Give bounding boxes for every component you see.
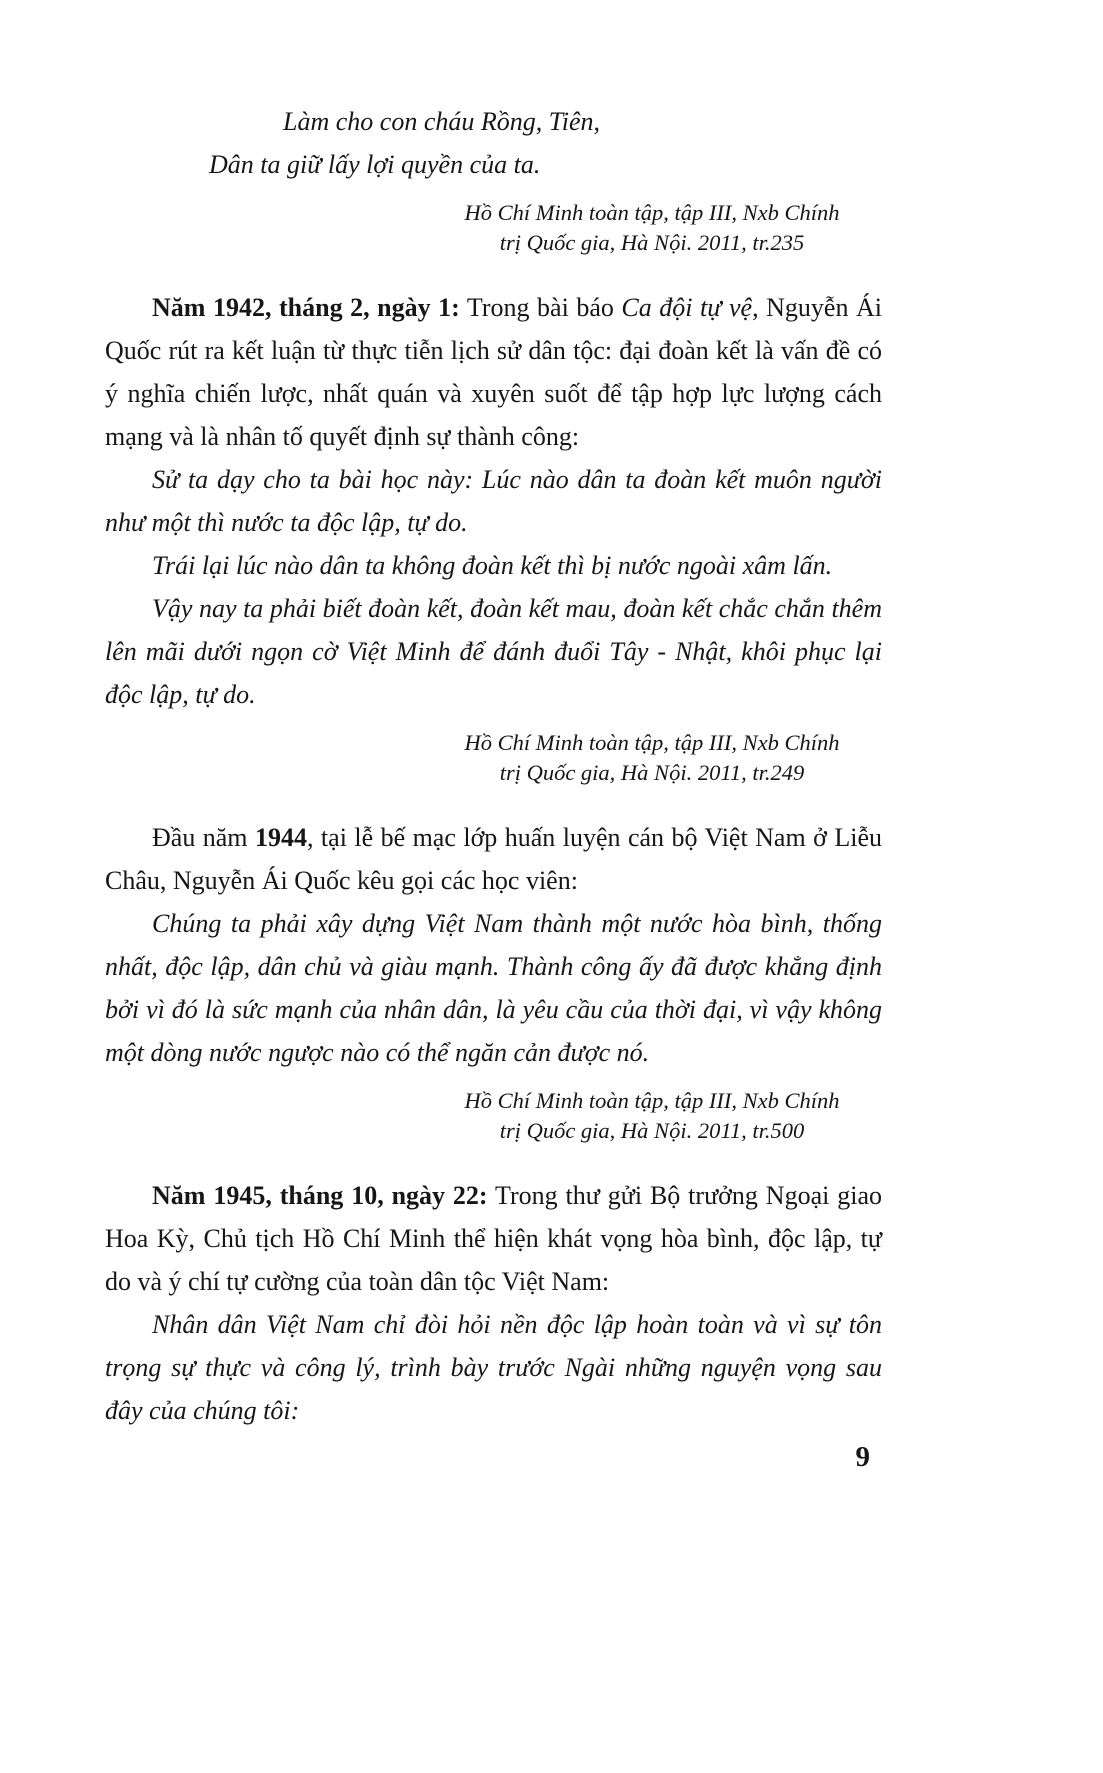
page-number: 9	[855, 1441, 870, 1473]
citation-line-2: trị Quốc gia, Hà Nội. 2011, tr.235	[499, 230, 805, 255]
entry-1945-date-lead: Năm 1945, tháng 10, ngày 22:	[152, 1181, 488, 1210]
poem-line-2: Dân ta giữ lấy lợi quyền của ta.	[209, 150, 541, 179]
entry-1944-quote-1: Chúng ta phải xây dựng Việt Nam thành một nước hòa bình, thống nhất, độc lập, dân chủ và giàu mạnh. Thành công ấy đã được khẳng định bởi vì đó là sức mạnh của nhân dân, là yêu cầu của thời đại, vì vậy không một dòng nước ngược nào có thể ngăn cản được nó.	[105, 909, 882, 1067]
entry-1942-quote-1: Sử ta dạy cho ta bài học này: Lúc nào dân ta đoàn kết muôn người như một thì nước ta độc lập, tự do.	[105, 465, 882, 537]
entry-1942-quote-2: Trái lại lúc nào dân ta không đoàn kết thì bị nước ngoài xâm lấn.	[152, 551, 833, 580]
citation-line-1: Hồ Chí Minh toàn tập, tập III, Nxb Chính	[464, 200, 840, 225]
entry-1944-year: 1944	[254, 823, 307, 852]
entry-1945-text-after: Trong thư gửi Bộ trưởng Ngoại giao Hoa Kỳ, Chủ tịch Hồ Chí Minh thể hiện khát vọng hòa bình, độc lập, tự do và ý chí tự cường của toàn dân tộc Việt Nam:	[105, 1181, 882, 1296]
source-citation-2	[432, 728, 872, 788]
citation-line-1: Hồ Chí Minh toàn tập, tập III, Nxb Chính	[464, 730, 840, 755]
citation-line-2: trị Quốc gia, Hà Nội. 2011, tr.249	[499, 760, 805, 785]
entry-1945-quote-1: Nhân dân Việt Nam chỉ đòi hỏi nền độc lập hoàn toàn và vì sự tôn trọng sự thực và công lý, trình bày trước Ngài những nguyện vọng sau đây của chúng tôi:	[105, 1310, 882, 1425]
poem-quote	[105, 100, 882, 186]
source-citation-3	[432, 1086, 872, 1146]
entry-1942-text-before-title: Trong bài báo	[459, 293, 622, 322]
source-citation-1	[432, 198, 872, 258]
entry-1942-paragraph	[105, 286, 882, 458]
citation-line-2: trị Quốc gia, Hà Nội. 2011, tr.500	[499, 1118, 805, 1143]
entry-1942-date-lead: Năm 1942, tháng 2, ngày 1:	[152, 293, 460, 322]
entry-1942-quote-3: Vậy nay ta phải biết đoàn kết, đoàn kết mau, đoàn kết chắc chắn thêm lên mãi dưới ngọn cờ Việt Minh để đánh đuổi Tây - Nhật, khôi phục lại độc lập, tự do.	[105, 594, 882, 709]
poem-line-1: Làm cho con cháu Rồng, Tiên,	[283, 107, 601, 136]
entry-1942-article-title: Ca đội tự vệ	[621, 293, 753, 322]
citation-line-1: Hồ Chí Minh toàn tập, tập III, Nxb Chính	[464, 1088, 840, 1113]
entry-1944-paragraph	[105, 816, 882, 902]
entry-1942-text-after-title: , Nguyễn Ái Quốc rút ra kết luận từ thực tiễn lịch sử dân tộc: đại đoàn kết là vấn đề có ý nghĩa chiến lược, nhất quán và xuyên suốt để tập hợp lực lượng cách mạng và là nhân tố quyết định sự thành công:	[105, 293, 882, 451]
entry-1944-text-before: Đầu năm	[152, 823, 255, 852]
entry-1945-paragraph	[105, 1174, 882, 1303]
entry-1944-text-after: , tại lễ bế mạc lớp huấn luyện cán bộ Việt Nam ở Liễu Châu, Nguyễn Ái Quốc kêu gọi các học viên:	[105, 823, 882, 895]
